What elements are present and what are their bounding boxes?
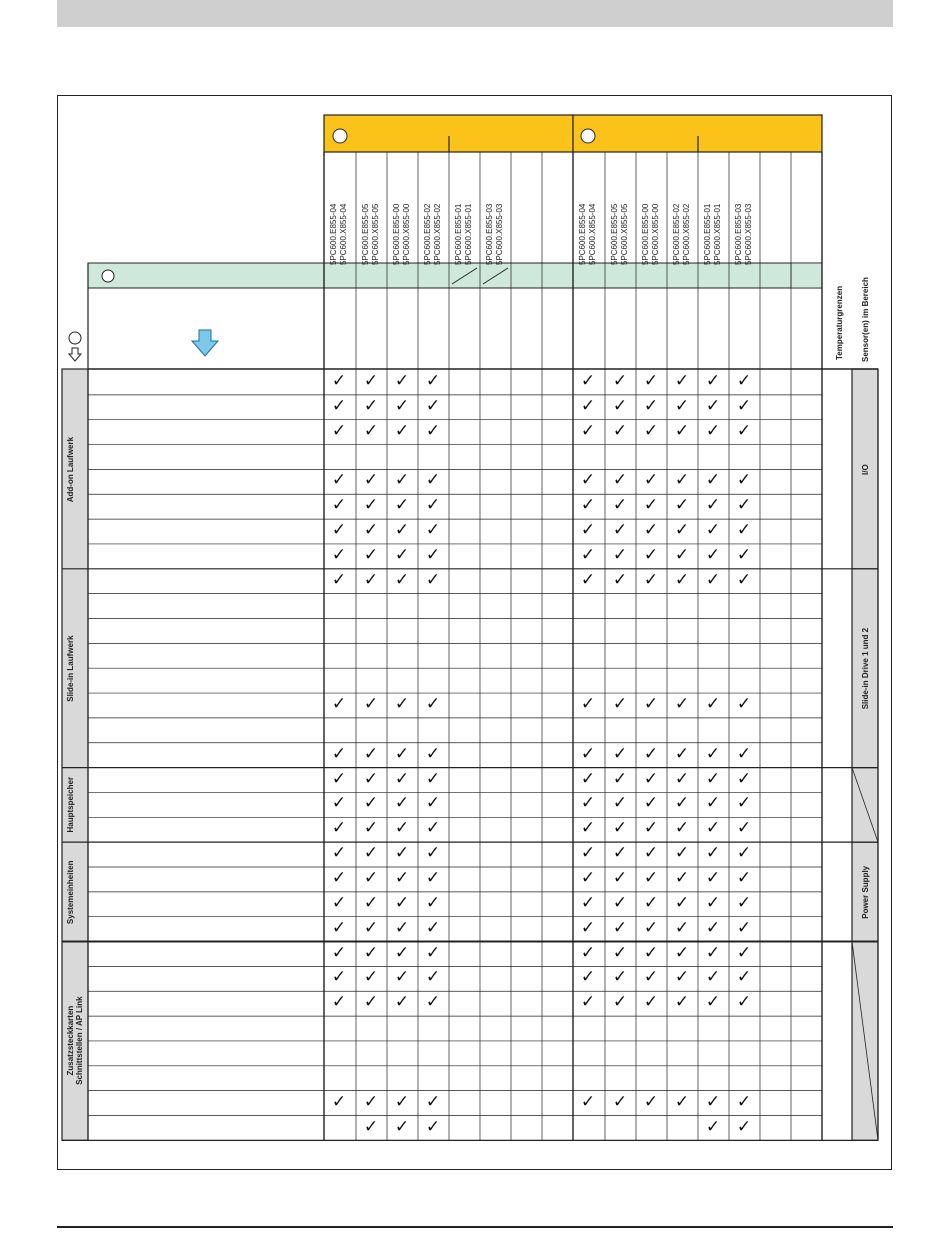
check-mark: ✓ (363, 992, 379, 1013)
model-column-label (512, 153, 540, 265)
model-code: 5PC600.E855-03 5PC600.X855-03 (734, 203, 753, 265)
check-mark: ✓ (394, 917, 410, 938)
check-mark: ✓ (612, 371, 628, 391)
check-mark: ✓ (363, 694, 379, 715)
model-code: 5PC600.E855-04 5PC600.X855-04 (329, 203, 348, 265)
check-mark: ✓ (580, 395, 596, 416)
check-mark: ✓ (363, 395, 379, 416)
check-mark: ✓ (331, 942, 347, 963)
check-mark: ✓ (643, 892, 659, 913)
model-code: 5PC600.E855-00 5PC600.X855-00 (392, 203, 411, 265)
check-mark: ✓ (425, 743, 441, 764)
check-mark: ✓ (674, 917, 690, 938)
check-mark: ✓ (331, 694, 347, 715)
model-code (543, 153, 571, 265)
check-mark: ✓ (736, 768, 752, 789)
check-mark: ✓ (674, 892, 690, 913)
check-mark: ✓ (612, 868, 628, 888)
check-mark: ✓ (705, 818, 721, 839)
section-label: Hauptspeicher (66, 777, 75, 833)
check-mark: ✓ (394, 495, 410, 516)
check-mark: ✓ (363, 1116, 379, 1137)
check-mark: ✓ (580, 694, 596, 715)
check-mark: ✓ (331, 470, 347, 491)
check-mark: ✓ (705, 371, 721, 391)
check-mark: ✓ (394, 1091, 410, 1112)
check-mark: ✓ (674, 470, 690, 491)
sensor-section-label: Power Supply (861, 865, 870, 919)
check-mark: ✓ (331, 917, 347, 938)
check-mark: ✓ (331, 544, 347, 565)
model-column-label (730, 153, 758, 265)
check-mark: ✓ (736, 1091, 752, 1112)
check-mark: ✓ (331, 868, 347, 888)
check-mark: ✓ (705, 420, 721, 441)
check-mark: ✓ (331, 892, 347, 913)
check-mark: ✓ (363, 495, 379, 516)
check-mark: ✓ (736, 395, 752, 416)
check-mark: ✓ (705, 1116, 721, 1137)
check-mark: ✓ (425, 544, 441, 565)
check-mark: ✓ (394, 544, 410, 565)
model-column-label (668, 153, 696, 265)
check-mark: ✓ (425, 892, 441, 913)
check-mark: ✓ (674, 1091, 690, 1112)
check-mark: ✓ (612, 967, 628, 988)
model-column-label (543, 153, 571, 265)
check-mark: ✓ (394, 992, 410, 1013)
check-mark: ✓ (643, 1091, 659, 1112)
check-mark: ✓ (580, 768, 596, 789)
check-mark: ✓ (705, 544, 721, 565)
check-mark: ✓ (394, 892, 410, 913)
check-mark: ✓ (674, 868, 690, 888)
check-mark: ✓ (736, 520, 752, 541)
model-code: 5PC600.E855-02 5PC600.X855-02 (423, 203, 442, 265)
check-mark: ✓ (612, 818, 628, 839)
check-mark: ✓ (612, 470, 628, 491)
check-mark: ✓ (674, 793, 690, 814)
check-mark: ✓ (394, 569, 410, 590)
check-mark: ✓ (643, 470, 659, 491)
check-mark: ✓ (674, 520, 690, 541)
check-mark: ✓ (580, 967, 596, 988)
check-mark: ✓ (425, 520, 441, 541)
check-mark: ✓ (643, 371, 659, 391)
check-mark: ✓ (363, 917, 379, 938)
check-mark: ✓ (580, 843, 596, 864)
section-label: Systemeinheiten (66, 860, 75, 924)
model-column-label (419, 153, 447, 265)
check-mark: ✓ (736, 694, 752, 715)
model-column-label (792, 153, 820, 265)
check-mark: ✓ (705, 495, 721, 516)
model-column-label (357, 153, 385, 265)
check-mark: ✓ (736, 992, 752, 1013)
check-mark: ✓ (643, 868, 659, 888)
small-down-arrow-icon (69, 348, 81, 361)
check-mark: ✓ (736, 967, 752, 988)
model-code: 5PC600.E855-01 5PC600.X855-01 (454, 203, 473, 265)
sensor-section-label: Slide-in Drive 1 und 2 (861, 627, 870, 709)
check-mark: ✓ (425, 470, 441, 491)
check-mark: ✓ (612, 694, 628, 715)
model-code: 5PC600.E855-03 5PC600.X855-03 (485, 203, 504, 265)
check-mark: ✓ (736, 743, 752, 764)
check-mark: ✓ (736, 818, 752, 839)
green-row-cell (791, 263, 822, 288)
check-mark: ✓ (425, 694, 441, 715)
check-mark: ✓ (705, 768, 721, 789)
check-mark: ✓ (394, 793, 410, 814)
check-mark: ✓ (580, 495, 596, 516)
check-mark: ✓ (331, 992, 347, 1013)
check-mark: ✓ (705, 892, 721, 913)
check-mark: ✓ (705, 395, 721, 416)
check-mark: ✓ (394, 1116, 410, 1137)
check-mark: ✓ (331, 420, 347, 441)
circle-icon (333, 129, 347, 143)
check-mark: ✓ (612, 768, 628, 789)
check-mark: ✓ (580, 520, 596, 541)
model-code: 5PC600.E855-05 5PC600.X855-05 (361, 203, 380, 265)
check-mark: ✓ (363, 520, 379, 541)
check-mark: ✓ (580, 371, 596, 391)
check-mark: ✓ (643, 743, 659, 764)
circle-icon (102, 270, 114, 282)
check-mark: ✓ (580, 470, 596, 491)
check-mark: ✓ (331, 768, 347, 789)
check-mark: ✓ (674, 992, 690, 1013)
check-mark: ✓ (580, 1091, 596, 1112)
check-mark: ✓ (394, 768, 410, 789)
check-mark: ✓ (580, 992, 596, 1013)
check-mark: ✓ (363, 470, 379, 491)
check-mark: ✓ (331, 793, 347, 814)
check-mark: ✓ (612, 843, 628, 864)
check-mark: ✓ (580, 892, 596, 913)
check-mark: ✓ (643, 544, 659, 565)
check-mark: ✓ (363, 967, 379, 988)
check-mark: ✓ (736, 544, 752, 565)
model-code: 5PC600.E855-00 5PC600.X855-00 (641, 203, 660, 265)
check-mark: ✓ (425, 793, 441, 814)
check-mark: ✓ (425, 495, 441, 516)
check-mark: ✓ (612, 992, 628, 1013)
check-mark: ✓ (612, 892, 628, 913)
check-mark: ✓ (331, 967, 347, 988)
check-mark: ✓ (674, 420, 690, 441)
check-mark: ✓ (580, 420, 596, 441)
check-mark: ✓ (612, 942, 628, 963)
check-mark: ✓ (425, 992, 441, 1013)
check-mark: ✓ (705, 843, 721, 864)
check-mark: ✓ (394, 868, 410, 888)
check-mark: ✓ (363, 1091, 379, 1112)
section-label: Add-on Laufwerk (66, 436, 75, 503)
check-mark: ✓ (612, 395, 628, 416)
check-mark: ✓ (643, 569, 659, 590)
check-mark: ✓ (643, 992, 659, 1013)
check-mark: ✓ (674, 371, 690, 391)
check-mark: ✓ (643, 768, 659, 789)
check-mark: ✓ (425, 818, 441, 839)
check-mark: ✓ (705, 868, 721, 888)
check-mark: ✓ (674, 395, 690, 416)
check-mark: ✓ (394, 942, 410, 963)
check-mark: ✓ (612, 1091, 628, 1112)
check-mark: ✓ (580, 917, 596, 938)
model-column-label (606, 153, 634, 265)
check-mark: ✓ (425, 942, 441, 963)
check-mark: ✓ (705, 694, 721, 715)
check-mark: ✓ (331, 569, 347, 590)
check-mark: ✓ (705, 942, 721, 963)
check-mark: ✓ (674, 495, 690, 516)
check-mark: ✓ (363, 793, 379, 814)
check-mark: ✓ (736, 420, 752, 441)
check-mark: ✓ (580, 569, 596, 590)
model-code (512, 153, 540, 265)
check-mark: ✓ (705, 917, 721, 938)
check-mark: ✓ (612, 917, 628, 938)
check-mark: ✓ (705, 1091, 721, 1112)
check-mark: ✓ (736, 917, 752, 938)
model-column-label (699, 153, 727, 265)
check-mark: ✓ (674, 694, 690, 715)
check-mark: ✓ (705, 967, 721, 988)
check-mark: ✓ (425, 967, 441, 988)
check-mark: ✓ (643, 495, 659, 516)
check-mark: ✓ (425, 569, 441, 590)
check-mark: ✓ (425, 868, 441, 888)
check-mark: ✓ (580, 793, 596, 814)
green-row (88, 263, 822, 288)
check-mark: ✓ (705, 743, 721, 764)
model-code: 5PC600.E855-05 5PC600.X855-05 (610, 203, 629, 265)
check-mark: ✓ (425, 1116, 441, 1137)
check-mark: ✓ (612, 569, 628, 590)
check-mark: ✓ (394, 520, 410, 541)
check-mark: ✓ (736, 1116, 752, 1137)
check-mark: ✓ (580, 868, 596, 888)
check-mark: ✓ (331, 371, 347, 391)
check-mark: ✓ (394, 395, 410, 416)
check-mark: ✓ (674, 818, 690, 839)
check-mark: ✓ (736, 942, 752, 963)
check-mark: ✓ (363, 569, 379, 590)
section-label: Slide-in Laufwerk (66, 635, 75, 702)
model-column-label (388, 153, 416, 265)
check-mark: ✓ (736, 495, 752, 516)
sensor-label: Sensor(en) im Bereich (861, 277, 870, 362)
check-mark: ✓ (736, 892, 752, 913)
model-column-label (450, 153, 478, 265)
circle-icon (581, 129, 595, 143)
check-mark: ✓ (363, 868, 379, 888)
check-mark: ✓ (425, 1091, 441, 1112)
check-mark: ✓ (425, 843, 441, 864)
check-mark: ✓ (425, 371, 441, 391)
check-mark: ✓ (612, 793, 628, 814)
down-arrow-icon (192, 330, 218, 356)
check-mark: ✓ (736, 843, 752, 864)
model-code: 5PC600.E855-01 5PC600.X855-01 (703, 203, 722, 265)
check-mark: ✓ (394, 420, 410, 441)
check-mark: ✓ (394, 967, 410, 988)
check-mark: ✓ (736, 470, 752, 491)
check-mark: ✓ (643, 420, 659, 441)
check-mark: ✓ (643, 843, 659, 864)
check-mark: ✓ (363, 371, 379, 391)
check-mark: ✓ (331, 520, 347, 541)
check-mark: ✓ (643, 967, 659, 988)
check-mark: ✓ (674, 768, 690, 789)
check-mark: ✓ (643, 395, 659, 416)
check-mark: ✓ (705, 793, 721, 814)
check-mark: ✓ (580, 942, 596, 963)
sensor-section-label: I/O (861, 464, 870, 475)
check-mark: ✓ (674, 967, 690, 988)
check-mark: ✓ (705, 992, 721, 1013)
circle-icon (69, 332, 81, 344)
check-mark: ✓ (674, 942, 690, 963)
check-mark: ✓ (643, 942, 659, 963)
check-mark: ✓ (643, 793, 659, 814)
model-column-label (481, 153, 509, 265)
check-mark: ✓ (705, 470, 721, 491)
check-mark: ✓ (394, 818, 410, 839)
check-mark: ✓ (643, 520, 659, 541)
check-mark: ✓ (331, 1091, 347, 1112)
check-mark: ✓ (394, 743, 410, 764)
check-mark: ✓ (612, 743, 628, 764)
check-mark: ✓ (612, 544, 628, 565)
check-mark: ✓ (394, 470, 410, 491)
check-mark: ✓ (331, 395, 347, 416)
check-mark: ✓ (580, 743, 596, 764)
check-mark: ✓ (394, 694, 410, 715)
check-mark: ✓ (394, 843, 410, 864)
check-mark: ✓ (425, 420, 441, 441)
footer-rule (57, 1226, 893, 1228)
check-mark: ✓ (674, 569, 690, 590)
model-column-label (637, 153, 665, 265)
check-mark: ✓ (705, 569, 721, 590)
check-mark: ✓ (331, 495, 347, 516)
check-mark: ✓ (363, 544, 379, 565)
model-column-label (761, 153, 789, 265)
check-mark: ✓ (331, 843, 347, 864)
model-column-label (574, 153, 602, 265)
model-code: 5PC600.E855-02 5PC600.X855-02 (672, 203, 691, 265)
check-mark: ✓ (580, 818, 596, 839)
model-code: 5PC600.E855-04 5PC600.X855-04 (578, 203, 597, 265)
model-column-label (325, 153, 353, 265)
model-code (792, 153, 820, 265)
check-mark: ✓ (643, 917, 659, 938)
check-mark: ✓ (612, 520, 628, 541)
check-mark: ✓ (736, 569, 752, 590)
check-mark: ✓ (643, 694, 659, 715)
check-mark: ✓ (643, 818, 659, 839)
check-mark: ✓ (363, 818, 379, 839)
check-mark: ✓ (705, 520, 721, 541)
check-mark: ✓ (674, 843, 690, 864)
check-mark: ✓ (736, 371, 752, 391)
check-mark: ✓ (363, 942, 379, 963)
check-mark: ✓ (363, 843, 379, 864)
check-mark: ✓ (612, 420, 628, 441)
check-mark: ✓ (736, 868, 752, 888)
model-code (761, 153, 789, 265)
check-mark: ✓ (674, 544, 690, 565)
check-mark: ✓ (580, 544, 596, 565)
check-mark: ✓ (331, 818, 347, 839)
check-mark: ✓ (394, 371, 410, 391)
temp-limits-label: Temperaturgrenzen (835, 285, 844, 360)
check-mark: ✓ (425, 768, 441, 789)
check-mark: ✓ (425, 917, 441, 938)
check-mark: ✓ (363, 768, 379, 789)
check-mark: ✓ (331, 743, 347, 764)
check-mark: ✓ (363, 743, 379, 764)
check-mark: ✓ (612, 495, 628, 516)
check-mark: ✓ (736, 793, 752, 814)
check-mark: ✓ (674, 743, 690, 764)
check-mark: ✓ (363, 420, 379, 441)
check-mark: ✓ (363, 892, 379, 913)
check-mark: ✓ (425, 395, 441, 416)
section-label: Zusatzsteckkarten Schnittstellen / AP Link (66, 996, 84, 1086)
